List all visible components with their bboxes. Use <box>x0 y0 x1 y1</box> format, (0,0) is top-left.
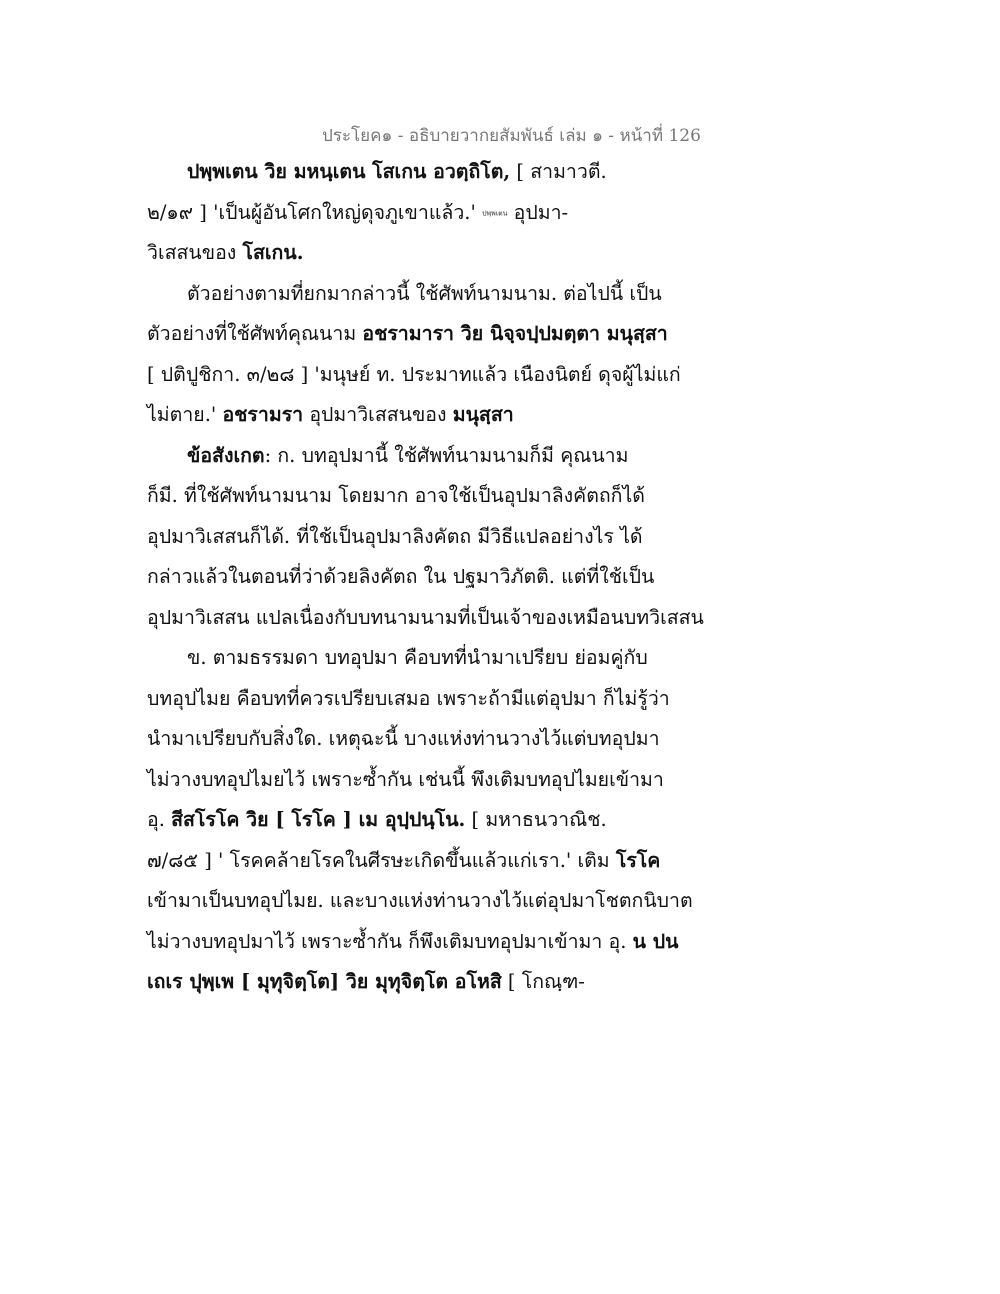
text-line <box>147 962 692 1003</box>
text-segment: [ โกณฺฑ- <box>501 970 585 993</box>
bold-pali-text: น ปน <box>632 929 679 953</box>
text-line <box>147 760 692 801</box>
text-segment: กล่าวแล้วในตอนที่ว่าด้วยลิงคัตถ ใน ปฐมาวิภัตติ. แต่ที่ใช้เป็น <box>147 565 655 588</box>
text-line <box>147 638 692 679</box>
text-line <box>147 395 692 436</box>
text-segment: [ ปติปูชิกา. ๓/๒๘ ] 'มนุษย์ ท. ประมาทแล้ว เนืองนิตย์ ดุจผู้ไม่แก่ <box>147 362 681 386</box>
text-line <box>147 314 692 355</box>
text-line <box>147 557 692 598</box>
text-segment: ก็มี. ที่ใช้ศัพท์นามนาม โดยมาก อาจใช้เป็นอุปมาลิงคัตถก็ได้ <box>147 484 645 507</box>
text-segment: วิเสสนของ <box>147 241 243 264</box>
text-line <box>147 193 692 234</box>
text-line <box>147 719 692 760</box>
bold-pali-text: ข้อสังเกต <box>187 443 265 467</box>
text-segment: : ก. บทอุปมานี้ ใช้ศัพท์นามนามก็มี คุณนาม <box>264 443 629 467</box>
text-line <box>147 881 692 922</box>
text-segment: ตัวอย่างที่ใช้ศัพท์คุณนาม <box>147 322 363 345</box>
text-segment: ไม่วางบทอุปไมยไว้ เพราะซ้ำกัน เช่นนี้ พึงเติมบทอุปไมยเข้ามา <box>147 767 664 791</box>
text-line <box>147 800 692 841</box>
text-line <box>147 517 692 558</box>
text-segment: บทอุปไมย คือบทที่ควรเปรียบเสมอ เพราะถ้ามีแต่อุปมา ก็ไม่รู้ว่า <box>147 686 670 710</box>
text-segment: ไม่ตาย.' <box>147 403 223 426</box>
bold-pali-text: โรโค <box>615 848 661 872</box>
bold-pali-text: สีสโรโค วิย [ โรโค ] เม อุปฺปนฺโน. <box>171 808 466 831</box>
text-segment: ๒/๑๙ ] 'เป็นผู้อันโศกใหญ่ดุจภูเขาแล้ว.' <box>147 200 483 224</box>
bold-pali-text: อชรามรา <box>222 403 304 426</box>
bold-pali-text: เถเร ปุพฺเพ [ มุทุจิตฺโต] วิย มุทุจิตฺโต อโหสิ <box>147 970 502 993</box>
body-text <box>147 152 704 1003</box>
text-segment: ไม่วางบทอุปมาไว้ เพราะซ้ำกัน ก็พึงเติมบทอุปมาเข้ามา อุ. <box>147 929 633 953</box>
text-line <box>147 476 692 517</box>
text-segment: อุปมาวิเสสนก็ได้. ที่ใช้เป็นอุปมาลิงคัตถ มีวิธีแปลอย่างไร ได้ <box>147 524 643 548</box>
text-segment: อุปมา- <box>507 200 569 224</box>
text-line <box>147 152 692 193</box>
bold-pali-text: มนุสฺสา <box>452 403 514 426</box>
text-line <box>147 274 692 315</box>
text-line <box>147 922 692 963</box>
text-line <box>147 841 692 882</box>
text-line <box>147 598 704 639</box>
text-segment: อุปมาวิเสสน แปลเนื่องกับบทนามนามที่เป็นเจ้าของเหมือนบทวิเสสน <box>147 605 704 629</box>
text-segment: ๗/๘๕ ] ' โรคคล้ายโรคในศีรษะเกิดขึ้นแล้วแก่เรา.' เติม <box>147 848 616 872</box>
bold-pali-text: ปพฺพเตน วิย มหนฺเตน โสเกน อวตฺถิโต, <box>187 160 511 183</box>
page-header: ประโยค๑ - อธิบายวากยสัมพันธ์ เล่ม ๑ - หน้าที่ 126 <box>322 126 701 146</box>
text-line <box>147 355 692 396</box>
text-line <box>147 679 692 720</box>
bold-pali-text: อชรามารา วิย นิจฺจปฺปมตฺตา มนุสฺสา <box>362 322 668 345</box>
text-segment: [ มหาธนวาณิช. <box>465 808 607 831</box>
text-segment: เข้ามาเป็นบทอุปไมย. และบางแห่งท่านวางไว้แต่อุปมาโชตกนิบาต <box>147 889 693 912</box>
text-segment: ข. ตามธรรมดา บทอุปมา คือบทที่นำมาเปรียบ ย่อมคู่กับ <box>187 646 648 669</box>
bold-pali-text: โสเกน. <box>242 241 304 264</box>
text-segment: อุปมาวิเสสนของ <box>303 403 453 426</box>
text-segment: [ สามาวตี. <box>510 160 607 183</box>
text-segment: ตัวอย่างตามที่ยกมากล่าวนี้ ใช้ศัพท์นามนาม. ต่อไปนี้ เป็น <box>187 281 662 305</box>
text-line <box>147 233 692 274</box>
text-line <box>147 436 692 477</box>
text-segment: อุ. <box>147 808 172 831</box>
marginal-note: ปพฺพเตน <box>482 208 508 217</box>
text-segment: นำมาเปรียบกับสิ่งใด. เหตุฉะนี้ บางแห่งท่านวางไว้แต่บทอุปมา <box>147 727 660 750</box>
